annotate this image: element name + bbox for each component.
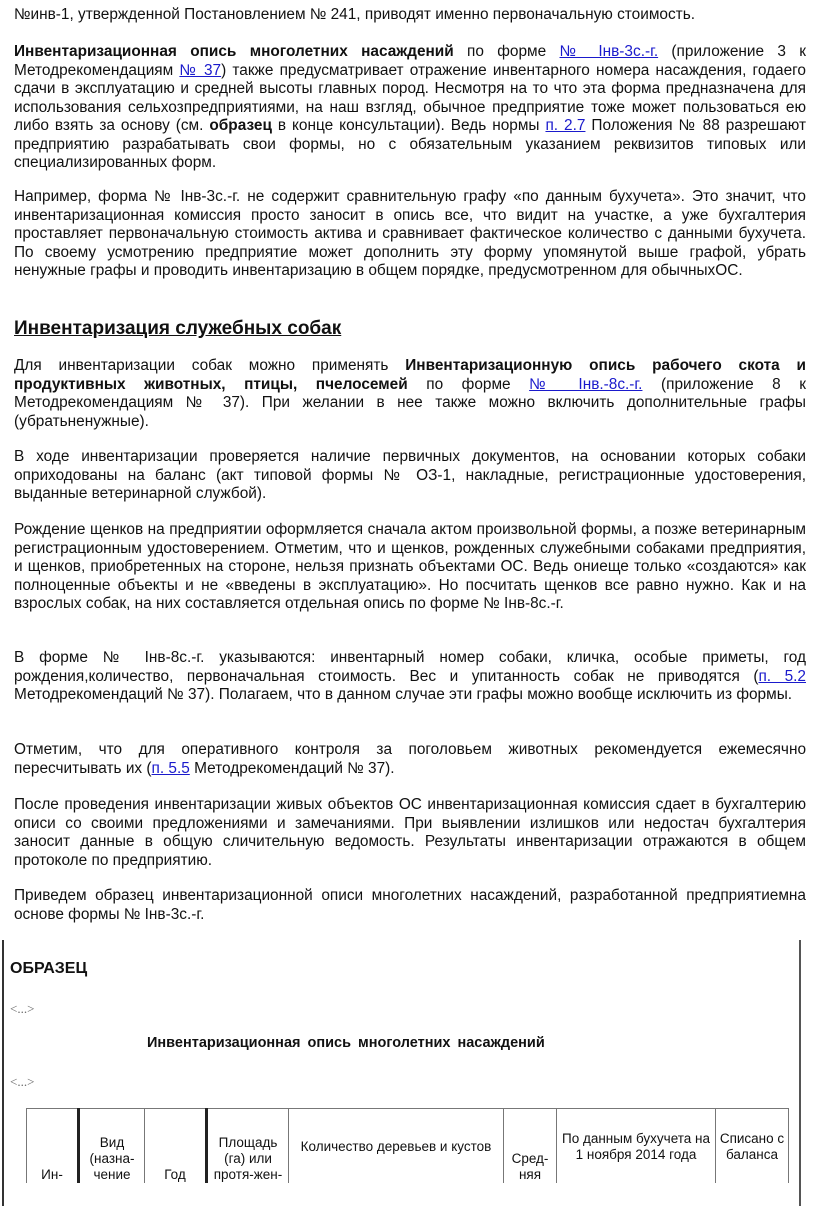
bold-term: Инвентаризационную опись рабочего скота и продуктивных животных, птицы, пчелосемей	[14, 357, 806, 393]
link-p-2-7[interactable]: п. 2.7	[545, 117, 586, 134]
link-p-5-2[interactable]: п. 5.2	[758, 667, 806, 685]
inventory-table	[26, 1108, 789, 1183]
text: в конце консультации). Ведь нормы	[271, 117, 546, 134]
paragraph-after-inventory: После проведения инвентаризации живых объектов ОС инвентаризационная комиссия сдает в бухгалтерию описи со своими предложениями и замечаниями. При выявлении излишков или недостач бухгалтерия заносит данные в общую сличительную ведомость. Результаты инвентаризации отражаются в общем протоколе по предприятию.	[14, 796, 806, 869]
paragraph-dogs-form	[14, 357, 806, 431]
paragraph-sample-intro: Приведем образец инвентаризационной описи многолетних насаждений, разработанной предприятиемна основе формы № Інв-3с.-г.	[14, 887, 806, 923]
text: Для инвентаризации собак можно применять	[14, 357, 406, 374]
link-methodrec-37[interactable]: № 37	[179, 61, 222, 79]
paragraph-primary-docs: В ходе инвентаризации проверяется наличие первичных документов, на основании которых собаки оприходованы на баланс (акт типовой формы № ОЗ-1, накладные, регистрационные удостоверения, выданные ветеринарной службой).	[14, 448, 806, 502]
col-average: Сред-няя	[504, 1109, 557, 1184]
col-inventory-number: Ин-	[27, 1109, 79, 1184]
col-area: Площадь (га) или протя-жен-	[207, 1109, 289, 1184]
section-heading: Инвентаризация служебных собак	[14, 318, 342, 339]
sample-label: ОБРАЗЕЦ	[10, 960, 88, 977]
col-written-off: Списано с баланса	[716, 1109, 789, 1184]
paragraph-puppies: Рождение щенков на предприятии оформляется сначала актом произвольной формы, а позже ветеринарным регистрационным удостоверением. Отметим, что и щенков, рожденных служебными собаками предприятия, и щенков, приобретенных на стороне, нельзя признать объектами ОС. Ведь ониеще только «создаются» как полноценные объекты и не «введены в эксплуатацию». Но посчитать щенков все равно нужно. Как и на взрослых собак, на них составляется отдельная опись по форме № Інв-8с.-г.	[14, 521, 806, 612]
link-p-5-5[interactable]: п. 5.5	[151, 759, 190, 777]
col-type: Вид (назна-чение	[79, 1109, 145, 1184]
col-year: Год	[145, 1109, 207, 1184]
col-tree-count: Количество деревьев и кустов	[289, 1109, 504, 1184]
paragraph-planting-form	[14, 43, 806, 173]
text: (приложение 8 к Методрекомендациям № 37). При желании в нее также можно включить дополнительные графы (убратьненужные).	[14, 375, 807, 430]
link-form-inv-3sg[interactable]: № Інв-3с.-г.	[559, 43, 659, 60]
form-title: Инвентаризационная опись многолетних насаждений	[147, 1035, 545, 1051]
sample-border-left	[2, 940, 4, 1206]
text: (приложение 3 к Методрекомендациям	[14, 43, 807, 79]
text: по форме	[453, 43, 560, 60]
text: Положения № 88 разрешают предприятию разрабатывать свои формы, но с обязательным указанием реквизитов типовых или специализированных форм.	[14, 117, 807, 171]
ellipsis-marker: <...>	[10, 1001, 35, 1016]
bold-term: Инвентаризационная опись многолетних насаждений	[14, 43, 454, 60]
ellipsis-marker: <...>	[10, 1074, 35, 1089]
text: Методрекомендаций № 37). Полагаем, что в данном случае эти графы можно вообще исключить из формы.	[14, 686, 793, 703]
bold-term: образец	[209, 117, 272, 134]
text: по форме	[407, 375, 530, 393]
text: Методрекомендаций № 37).	[189, 759, 395, 777]
paragraph-form-fields	[14, 649, 806, 705]
paragraph-example: Например, форма № Інв-3с.-г. не содержит сравнительную графу «по данным бухучета». Это значит, что инвентаризационная комиссия просто заносит в опись все, что видит на участке, а уже бухгалтерия проставляет первоначальную стоимость актива и сравнивает фактическое количество с данными бухучета. По своему усмотрению предприятие может дополнить эту форму упомянутой выше графой, убрать ненужные графы и проводить инвентаризацию в общем порядке, предусмотренном для обычныхОС.	[14, 188, 806, 279]
paragraph-monthly-count	[14, 741, 806, 778]
text: ) также предусматривает отражение инвентарного номера насаждения, годаего сдачи в эксплуатацию и средней высоты главных пород. Несмотря на то что эта форма предназначена для использования сельхозпредприятиями, на наш взгляд, обычное предприятие тоже может пользоваться ею либо взять за основу (см.	[14, 61, 806, 134]
paragraph-intro: №инв-1, утвержденной Постановлением № 241, приводят именно первоначальную стоимость.	[14, 6, 696, 23]
sample-border-right	[799, 940, 801, 1206]
table-header-row	[27, 1109, 789, 1184]
text: В форме № Інв-8с.-г. указываются: инвентарный номер собаки, кличка, особые приметы, год рождения,количество, первоначальная стоимость. Вес и упитанность собак не приводятся (	[14, 649, 806, 685]
link-form-inv-8sg[interactable]: № Інв.-8с.-г.	[529, 375, 643, 393]
col-accounting-data: По данным бухучета на 1 ноября 2014 года	[557, 1109, 716, 1184]
text: Отметим, что для оперативного контроля за поголовьем животных рекомендуется ежемесячно пересчитывать их (	[14, 741, 806, 777]
